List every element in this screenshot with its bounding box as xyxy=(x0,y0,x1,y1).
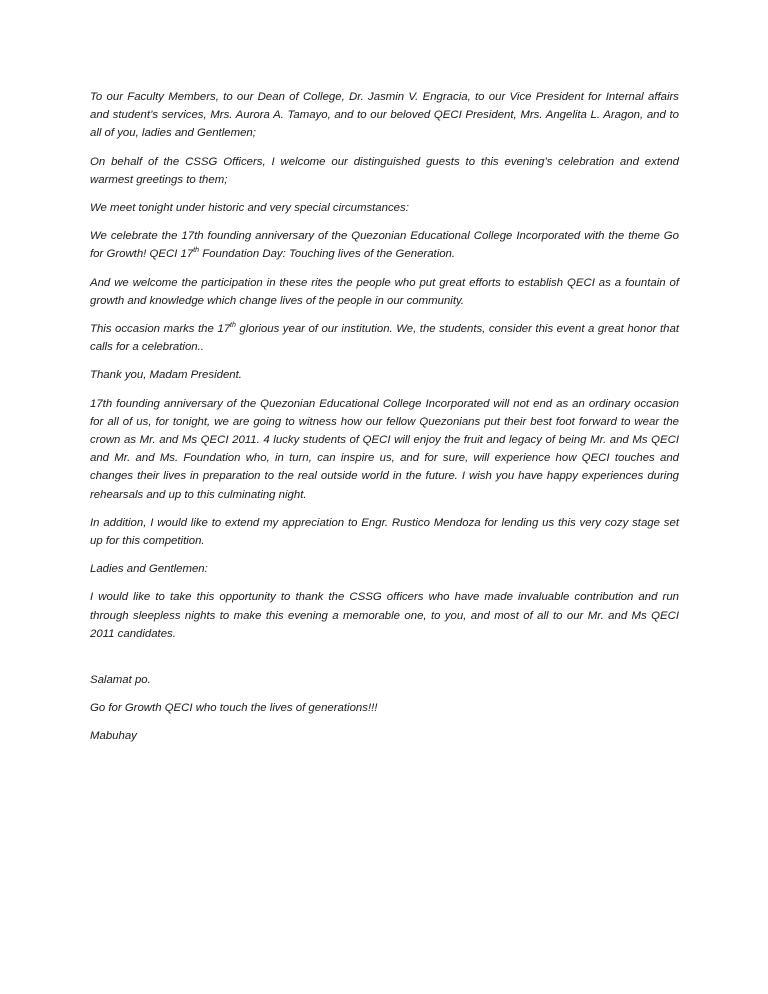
salutation-paragraph: To our Faculty Members, to our Dean of College, Dr. Jasmin V. Engracia, to our Vice President for Internal affairs and student’s services, Mrs. Aurora A. Tamayo, and to our beloved QECI President, Mrs. Angelita L. Aragon, and to all of you, ladies and Gentlemen; xyxy=(90,91,679,140)
occasion-text-b: glorious year of our institution. We, the students, consider this event a great honor that calls for a celebration.. xyxy=(90,323,679,354)
occasion-superscript: th xyxy=(230,322,236,330)
officers-thanks-paragraph: I would like to take this opportunity to thank the CSSG officers who have made invaluable contribution and run through sleepless nights to make this evening a memorable one, to you, and most of all to our Mr. and Ms QECI 2011 candidates. xyxy=(90,591,679,640)
anniversary-paragraph xyxy=(90,227,679,263)
anniversary-text-b: Foundation Day: Touching lives of the Generation. xyxy=(199,248,456,261)
appreciation-paragraph: In addition, I would like to extend my appreciation to Engr. Rustico Mendoza for lending us this very cozy stage set up for this competition. xyxy=(90,516,679,548)
thanks-president-paragraph: Thank you, Madam President. xyxy=(90,369,242,382)
address-paragraph: Ladies and Gentlemen: xyxy=(90,563,208,576)
anniversary-text-a: We celebrate the 17th founding anniversary of the Quezonian Educational College Incorporated with the theme Go for Growth! QECI 17 xyxy=(90,230,679,261)
anniversary-superscript: th xyxy=(193,247,200,255)
slogan-paragraph: Go for Growth QECI who touch the lives of generations!!! xyxy=(90,702,378,715)
letter-body xyxy=(90,88,679,756)
pageant-paragraph: 17th founding anniversary of the Quezonian Educational College Incorporated will not end as an ordinary occasion for all of us, for tonight, we are going to witness how our fellow Quezonians put their best foot forward to wear the crown as Mr. and Ms QECI 2011. 4 lucky students of QECI will enjoy the fruit and legacy of being Mr. and Ms QECI and Mr. and Ms. Foundation who, in turn, can inspire us, and for sure, will experience how QECI touches and changes their lives in preparation to the real outside world in the future. I wish you have happy experiences during rehearsals and up to this culminating night. xyxy=(90,397,679,501)
occasion-paragraph xyxy=(90,320,679,356)
salamat-paragraph: Salamat po. xyxy=(90,674,151,687)
circumstances-paragraph: We meet tonight under historic and very special circumstances: xyxy=(90,202,409,215)
participation-paragraph: And we welcome the participation in these rites the people who put great efforts to establish QECI as a fountain of growth and knowledge which change lives of the people in our community. xyxy=(90,276,679,307)
welcome-paragraph: On behalf of the CSSG Officers, I welcome our distinguished guests to this evening’s celebration and extend warmest greetings to them; xyxy=(90,155,679,186)
closing-paragraph: Mabuhay xyxy=(90,730,137,743)
occasion-text-a: This occasion marks the 17 xyxy=(90,323,231,336)
